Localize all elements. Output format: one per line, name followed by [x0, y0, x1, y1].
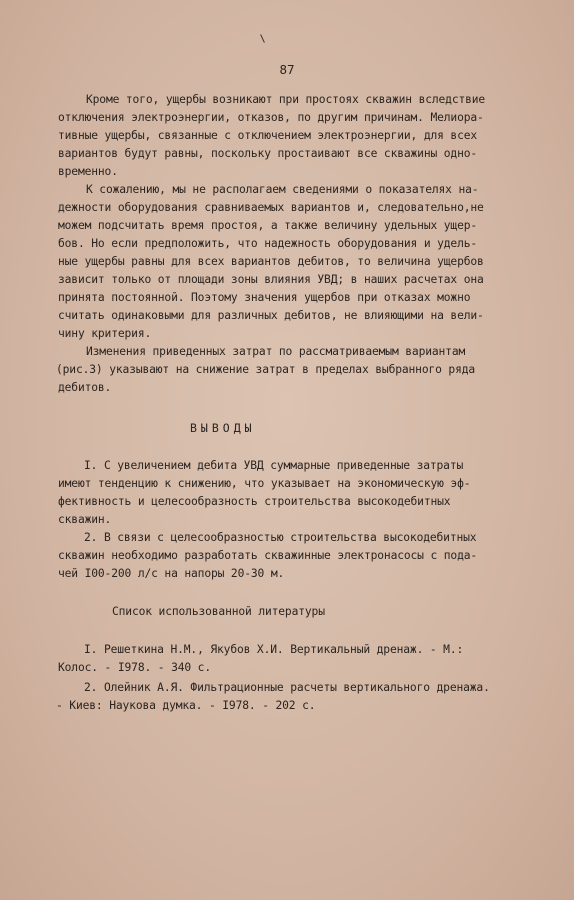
- paragraph-2-line: ные ущербы равны для всех вариантов дебитов, то величина ущербов: [58, 255, 484, 268]
- paragraph-1-line: вариантов будут равны, поскольку простаивают все скважины одно-: [58, 147, 478, 160]
- paragraph-1-line: Кроме того, ущербы возникают при простоях скважин вследствие: [86, 93, 486, 106]
- paragraph-2-line: бов. Но если предположить, что надежность оборудования и удель-: [58, 237, 478, 250]
- conclusion-1-line: I. С увеличением дебита УВД суммарные приведенные затраты: [84, 459, 464, 472]
- paragraph-2-line: К сожалению, мы не располагаем сведениями о показателях на-: [86, 183, 479, 196]
- page-number: 87: [279, 62, 295, 77]
- pen-mark: [260, 34, 265, 43]
- reference-1-line: Колос. - I978. - 340 с.: [58, 661, 211, 674]
- paragraph-1-line: отключения электроэнергии, отказов, по другим причинам. Мелиора-: [58, 111, 484, 124]
- conclusion-2-line: 2. В связи с целесообразностью строительства высокодебитных: [84, 531, 477, 544]
- paragraph-2-line: можем подсчитать время простоя, а также величину удельных ущер-: [58, 219, 478, 232]
- reference-2-line: 2. Олейник А.Я. Фильтрационные расчеты вертикального дренажа.: [84, 681, 490, 694]
- conclusion-1-line: имеют тенденцию к снижению, что указывает на экономическую эф-: [58, 477, 471, 490]
- paragraph-2-line: считать одинаковыми для различных дебитов, не влияющими на вели-: [58, 309, 484, 322]
- paragraph-3-line: Изменения приведенных затрат по рассматриваемым вариантам: [86, 345, 466, 358]
- paragraph-2-line: принята постоянной. Поэтому значения ущербов при отказах можно: [58, 291, 471, 304]
- paragraph-3-line: дебитов.: [58, 381, 112, 394]
- reference-1-line: I. Решеткина Н.М., Якубов Х.И. Вертикальный дренаж. - М.:: [84, 643, 464, 656]
- paragraph-2-line: чину критерия.: [58, 327, 152, 340]
- conclusion-1-line: скважин.: [58, 513, 112, 526]
- conclusions-heading: ВЫВОДЫ: [190, 421, 256, 435]
- paragraph-1-line: временно.: [58, 165, 118, 178]
- conclusion-1-line: фективность и целесообразность строительства высокодебитных: [58, 495, 451, 508]
- conclusion-2-line: скважин необходимо разработать скважинные электронасосы с пода-: [58, 549, 478, 562]
- reference-2-line: - Киев: Наукова думка. - I978. - 202 с.: [56, 699, 316, 712]
- conclusion-2-line: чей I00-200 л/с на напоры 20-30 м.: [58, 567, 285, 580]
- references-heading: Список использованной литературы: [112, 605, 325, 618]
- paragraph-2-line: дежности оборудования сравниваемых вариантов и, следовательно,не: [58, 201, 484, 214]
- paragraph-3-line: (рис.3) указывают на снижение затрат в пределах выбранного ряда: [56, 363, 476, 376]
- paragraph-2-line: зависит только от площади зоны влияния УВД; в наших расчетах она: [58, 273, 484, 286]
- paragraph-1-line: тивные ущербы, связанные с отключением электроэнергии, для всех: [58, 129, 478, 142]
